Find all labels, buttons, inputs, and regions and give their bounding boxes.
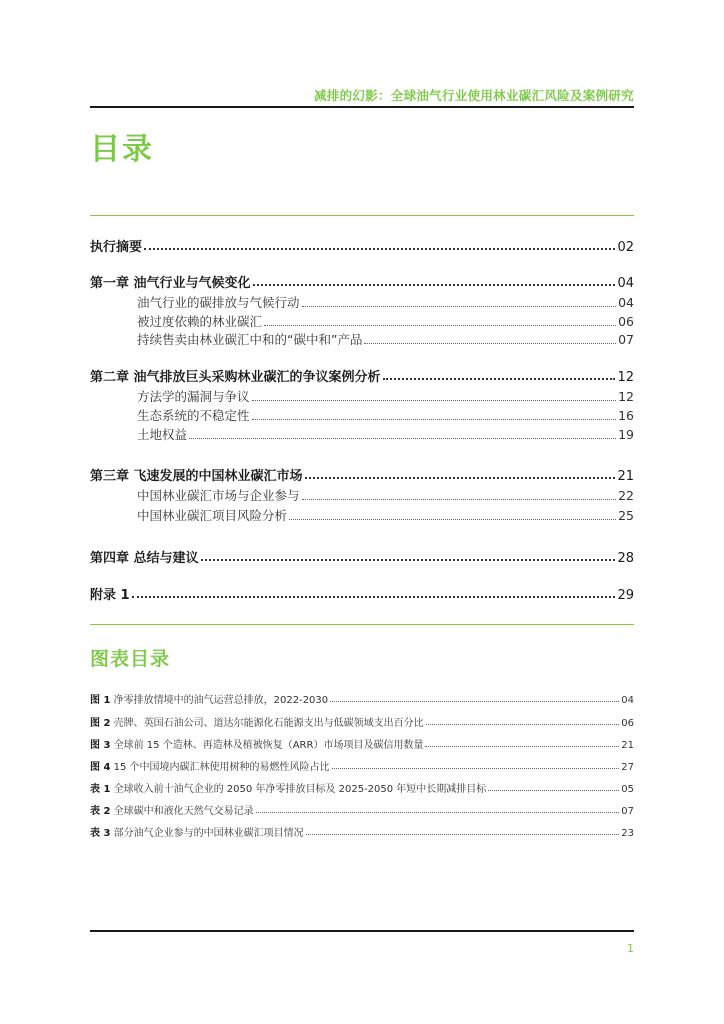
report-title: 减排的幻影：全球油气行业使用林业碳汇风险及案例研究 [313, 88, 634, 103]
leader-dots [252, 418, 617, 420]
toc-entry-page: 29 [617, 588, 634, 603]
toc-entry-label: 生态系统的不稳定性 [137, 408, 250, 423]
toc-entry-page: 19 [618, 427, 634, 442]
leader-dots [488, 789, 619, 791]
toc-entry-1-1[interactable] [137, 293, 634, 311]
table-caption: 全球碳中和液化天然气交易记录 [110, 806, 254, 817]
figure-entry-2[interactable] [90, 714, 634, 728]
table-entry-3[interactable] [90, 824, 634, 838]
figure-page: 21 [621, 740, 634, 751]
toc-entry-label: 第四章 总结与建议 [90, 551, 199, 566]
leader-dots [189, 437, 616, 439]
figure-tag: 图 1 [90, 695, 111, 706]
toc-entry-page: 04 [618, 295, 634, 310]
figure-tag: 图 3 [90, 740, 111, 751]
table-page: 07 [621, 806, 634, 817]
leader-dots [144, 247, 615, 250]
footer-divider [90, 930, 634, 932]
toc-entry-exec-summary[interactable] [90, 236, 634, 254]
toc-entry-appendix-1[interactable] [90, 584, 634, 602]
toc-entry-label: 被过度依赖的林业碳汇 [137, 314, 263, 329]
toc-entry-page: 04 [617, 276, 634, 291]
leader-dots [252, 399, 617, 401]
toc-entry-2-2[interactable] [137, 406, 634, 424]
toc-entry-chapter-2[interactable] [90, 366, 634, 384]
table-caption: 部分油气企业参与的中国林业碳汇项目情况 [110, 828, 304, 839]
toc-entry-2-1[interactable] [137, 387, 634, 405]
figure-entry-3[interactable] [90, 736, 634, 750]
leader-dots [302, 498, 617, 500]
leader-dots [364, 342, 616, 344]
toc-entry-page: 07 [618, 332, 634, 347]
leader-dots [201, 558, 616, 561]
table-page: 05 [621, 784, 634, 795]
figure-page: 04 [621, 695, 634, 706]
toc-heading: 目录 [90, 132, 154, 167]
table-tag: 表 1 [90, 784, 111, 795]
leader-dots [383, 377, 616, 380]
toc-entry-3-2[interactable] [137, 506, 634, 524]
leader-dots [426, 723, 620, 725]
figure-caption: 壳牌、英国石油公司、道达尔能源化石能源支出与低碳领域支出百分比 [110, 718, 424, 729]
figures-heading: 图表目录 [90, 648, 171, 670]
toc-entry-chapter-3[interactable] [90, 465, 634, 483]
toc-entry-label: 第三章 飞速发展的中国林业碳汇市场 [90, 469, 303, 484]
figure-page: 06 [621, 718, 634, 729]
toc-top-divider [90, 215, 634, 216]
figure-caption: 净零排放情境中的油气运营总排放，2022-2030 [110, 695, 329, 706]
toc-entry-page: 21 [617, 469, 634, 484]
leader-dots [332, 767, 620, 769]
toc-entry-label: 附录 1 [90, 588, 130, 603]
leader-dots [256, 811, 620, 813]
leader-dots [289, 518, 616, 520]
figure-caption: 全球前 15 个造林、再造林及植被恢复（ARR）市场项目及碳信用数量 [110, 740, 424, 751]
page-number: 1 [627, 942, 634, 955]
toc-entry-label: 中国林业碳汇市场与企业参与 [137, 488, 300, 503]
figure-entry-1[interactable] [90, 691, 634, 705]
header-divider [90, 106, 634, 108]
table-entry-1[interactable] [90, 780, 634, 794]
leader-dots [264, 324, 616, 326]
figure-page: 27 [621, 762, 634, 773]
figure-entry-4[interactable] [90, 758, 634, 772]
table-caption: 全球收入前十油气企业的 2050 年净零排放目标及 2025-2050 年短中长期减排目标 [110, 784, 487, 795]
leader-dots [306, 833, 620, 835]
toc-entry-chapter-4[interactable] [90, 547, 634, 565]
toc-entry-page: 16 [618, 408, 634, 423]
leader-dots [305, 476, 616, 479]
toc-entry-page: 28 [617, 551, 634, 566]
toc-entry-label: 持续售卖由林业碳汇中和的“碳中和”产品 [137, 332, 363, 347]
figure-tag: 图 2 [90, 718, 111, 729]
toc-entry-1-3[interactable] [137, 330, 634, 348]
table-page: 23 [621, 828, 634, 839]
table-tag: 表 3 [90, 828, 111, 839]
toc-entry-label: 方法学的漏洞与争议 [137, 389, 250, 404]
leader-dots [302, 305, 617, 307]
toc-entry-label: 土地权益 [137, 427, 188, 442]
toc-entry-3-1[interactable] [137, 486, 634, 504]
toc-entry-label: 中国林业碳汇项目风险分析 [137, 508, 288, 523]
toc-entry-page: 02 [617, 240, 634, 255]
leader-dots [425, 745, 619, 747]
leader-dots [132, 595, 616, 598]
table-entry-2[interactable] [90, 802, 634, 816]
leader-dots [330, 700, 619, 702]
toc-entry-page: 06 [618, 314, 634, 329]
toc-entry-1-2[interactable] [137, 312, 634, 330]
toc-entry-label: 执行摘要 [90, 240, 143, 255]
toc-entry-2-3[interactable] [137, 425, 634, 443]
toc-entry-page: 25 [618, 508, 634, 523]
toc-entry-page: 12 [617, 370, 634, 385]
toc-entry-label: 第一章 油气行业与气候变化 [90, 276, 251, 291]
toc-bottom-divider [90, 624, 634, 625]
toc-entry-label: 第二章 油气排放巨头采购林业碳汇的争议案例分析 [90, 370, 381, 385]
toc-entry-page: 12 [618, 389, 634, 404]
table-tag: 表 2 [90, 806, 111, 817]
figure-tag: 图 4 [90, 762, 111, 773]
toc-entry-chapter-1[interactable] [90, 272, 634, 290]
figure-caption: 15 个中国境内碳汇林使用树种的易燃性风险占比 [110, 762, 330, 773]
toc-entry-label: 油气行业的碳排放与气候行动 [137, 295, 300, 310]
toc-entry-page: 22 [618, 488, 634, 503]
leader-dots [253, 283, 616, 286]
